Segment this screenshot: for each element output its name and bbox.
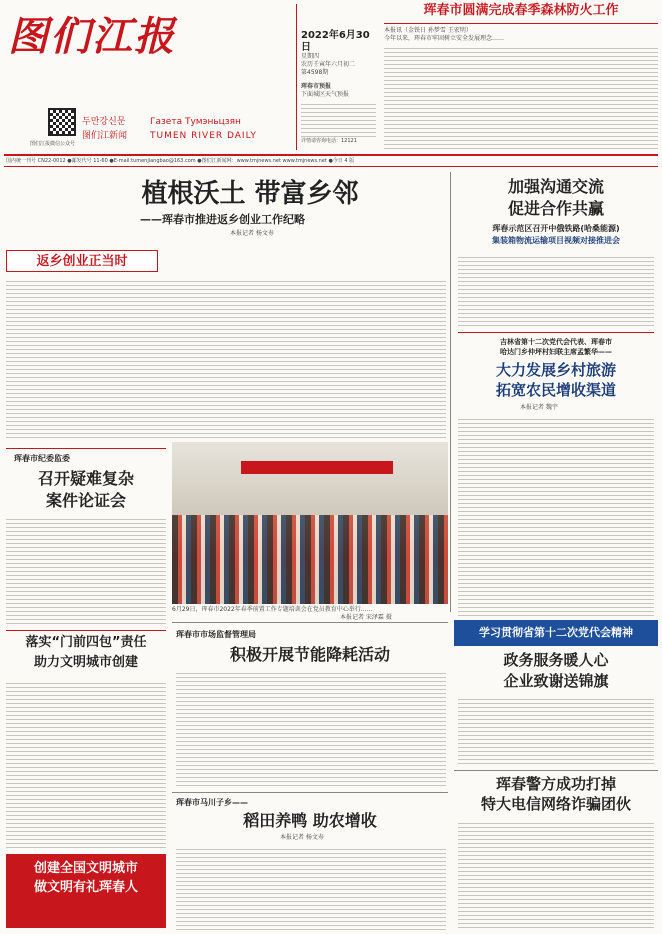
tourism-kicker-1: 吉林省第十二次党代会代表、珲春市 xyxy=(500,338,612,346)
masthead-subtitle-kr: 두만강신문 xyxy=(82,117,126,127)
top-story-intro: 今年以来，珲春市牢固树立安全发展理念…… xyxy=(384,34,505,42)
village-byline: 本报记者 杨文寿 xyxy=(280,834,324,841)
police-headline-1: 珲春警方成功打掉 xyxy=(495,775,616,793)
civic-banner xyxy=(6,854,166,928)
tourism-byline: 本报记者 魏宇 xyxy=(520,404,558,411)
top-story-byline: 本报讯（金铁日 孙梦雪 王宏明） xyxy=(384,26,472,34)
tourism-headline-2: 拓宽农民增收渠道 xyxy=(495,381,616,399)
market-kicker: 珲春市市场监督管理局 xyxy=(176,630,256,639)
issue-date: 2022年6月30日 xyxy=(301,30,370,53)
discipline-kicker: 珲春市纪委监委 xyxy=(14,454,70,463)
side-story-sub-1: 珲春示范区召开中俄铁路(哈桑能源) xyxy=(492,224,620,233)
lead-story-tag: 返乡创业正当时 xyxy=(6,250,158,272)
masthead-subtitle-en: TUMEN RIVER DAILY xyxy=(150,131,257,141)
training-photo xyxy=(172,442,448,604)
discipline-headline-2: 案件论证会 xyxy=(45,491,126,510)
masthead-info-line: 国内统一刊号 CN22-0012 ●邮发代号 11-60 ●E-mail:tumenjiangbao@163.com ●图们江新闻网：www.tmjnews.net www.tmjnews.net ●今日 4 版 xyxy=(6,158,355,164)
side-story-headline-2: 促进合作共赢 xyxy=(507,199,604,218)
door-headline-1: 落实“门前四包”责任 xyxy=(25,635,147,650)
masthead-subtitle-ru: Газета Тумэньцзян xyxy=(150,117,241,127)
tourism-kicker-2: 哈达门乡仲坪村妇联主席孟繁华—— xyxy=(500,348,612,356)
lead-story-body xyxy=(6,278,446,438)
photo-credit: 本报记者 宋泽霖 摄 xyxy=(340,614,392,621)
lead-story-headline: 植根沃土 带富乡邻 xyxy=(141,179,359,209)
weather-title: 珲春市预报 xyxy=(301,83,332,90)
photo-caption: 6月29日，珲春市2022年春季前置工作专题培训会在党员教育中心举行…… xyxy=(172,606,373,613)
qr-code-icon xyxy=(48,108,76,136)
village-kicker: 珲春市马川子乡—— xyxy=(176,798,248,807)
weather-text: 下面城区天气预报 xyxy=(301,91,350,98)
side-story-sub-2: 集装箱物流运输项目视频对接推进会 xyxy=(492,236,620,245)
top-story-headline: 珲春市圆满完成春季森林防火工作 xyxy=(423,3,619,18)
civic-banner-line-1: 创建全国文明城市 xyxy=(33,861,138,876)
masthead-date-box xyxy=(296,4,376,150)
masthead-logo xyxy=(8,8,188,108)
issue-weekday: 星期四 xyxy=(301,53,320,60)
police-headline-2: 特大电信网络诈骗团伙 xyxy=(480,795,631,813)
service-headline-1: 政务服务暖人心 xyxy=(503,651,609,669)
issue-number: 第4598期 xyxy=(301,69,329,76)
issue-lunar: 农历壬寅年六月初二 xyxy=(301,61,356,68)
village-headline: 稻田养鸭 助农增收 xyxy=(243,811,377,830)
market-headline: 积极开展节能降耗活动 xyxy=(229,645,390,664)
masthead-title: 图们江报 xyxy=(8,13,176,60)
tourism-headline-1: 大力发展乡村旅游 xyxy=(495,361,616,379)
civic-banner-line-2: 做文明有礼珲春人 xyxy=(33,879,138,895)
weather-notice: 详情请咨询电话：12121 xyxy=(301,138,357,144)
top-story xyxy=(384,4,658,152)
door-headline-2: 助力文明城市创建 xyxy=(33,655,138,670)
discipline-headline-1: 召开疑难复杂 xyxy=(37,469,134,488)
masthead-subtitle-cn: 图们江新闻 xyxy=(82,131,128,141)
lead-story-byline: 本报记者 杨文寿 xyxy=(230,230,274,237)
lead-story-subhead: ——珲春市推进返乡创业工作纪略 xyxy=(140,213,305,226)
congress-banner: 学习贯彻省第十二次党代会精神 xyxy=(454,620,658,646)
side-story-headline-1: 加强沟通交流 xyxy=(507,177,604,196)
service-headline-2: 企业致谢送锦旗 xyxy=(503,672,609,690)
qr-label: 图们江报微信公众号 xyxy=(30,141,76,147)
